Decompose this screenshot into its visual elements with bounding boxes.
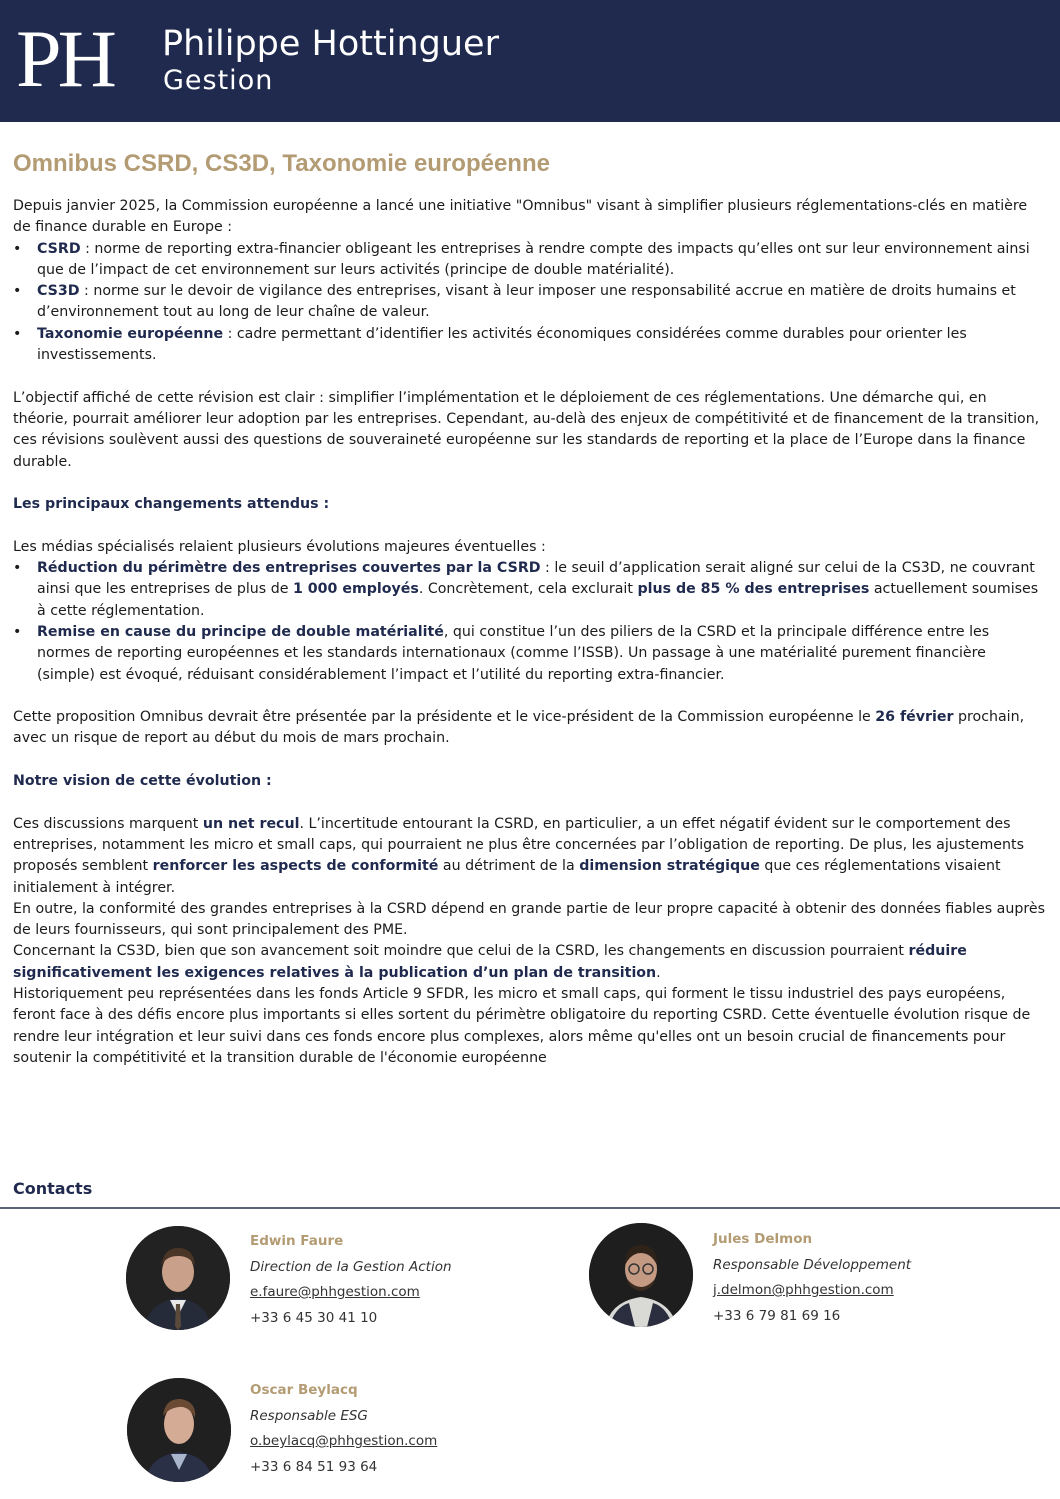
article-body [13, 196, 1045, 1069]
avatar [126, 1226, 230, 1330]
avatar [589, 1223, 693, 1327]
change-text: actuellement soumises à cette réglementation. [37, 581, 1039, 619]
highlight: un net recul [202, 815, 300, 832]
changes-intro: Les médias spécialisés relaient plusieurs évolutions majeures éventuelles : [13, 538, 546, 555]
contact-card-edwin [250, 1229, 452, 1331]
highlight: 1 000 employés [292, 581, 419, 598]
page-title: Omnibus CSRD, CS3D, Taxonomie européenne [13, 150, 550, 177]
brand-subtitle: Gestion [163, 65, 274, 96]
contacts-divider [0, 1207, 1060, 1209]
contact-name: Oscar Beylacq [250, 1382, 358, 1398]
term-description: : norme sur le devoir de vigilance des entreprises, visant à leur imposer une responsabilité accrue en matière de droits humains et d’environnement tout au long de leur chaîne de valeur. [37, 283, 1016, 321]
change-term: Réduction du périmètre des entreprises couvertes par la CSRD [37, 560, 541, 577]
highlight: réduire significativement les exigences relatives à la publication d’un plan de transition [13, 943, 967, 981]
list-item [13, 558, 1045, 622]
vision-text: . L’incertitude entourant la CSRD, en particulier, a un effet négatif évident sur le comportement des entreprises, notamment les micro et small caps, qui pourraient ne plus être concernées par l’obligation de reporting. De plus, les ajustements proposés semblent [13, 815, 1024, 875]
contacts-heading: Contacts [13, 1179, 93, 1198]
list-item [13, 239, 1045, 282]
contact-email-link[interactable]: j.delmon@phhgestion.com [713, 1282, 894, 1298]
vision-paragraph-2: En outre, la conformité des grandes entreprises à la CSRD dépend en grande partie de leur propre capacité à obtenir des données fiables auprès de leurs fournisseurs, qui sont principalement des PME. [13, 900, 1045, 939]
contact-email-link[interactable]: o.beylacq@phhgestion.com [250, 1433, 438, 1449]
term-label: CS3D [37, 283, 80, 300]
date-paragraph [13, 707, 1045, 750]
vision-text: Ces discussions marquent [13, 815, 203, 832]
contact-role: Direction de la Gestion Action [250, 1258, 452, 1275]
change-text: . Concrètement, cela exclurait [418, 581, 638, 598]
contact-card-oscar [250, 1378, 437, 1480]
change-text: : le seuil d’application serait aligné sur celui de la CS3D, ne couvrant ainsi que les entreprises de plus de [37, 560, 1035, 598]
vision-text: Concernant la CS3D, bien que son avancement soit moindre que celui de la CSRD, les changements en discussion pourraient [13, 943, 909, 960]
vision-paragraph-4: Historiquement peu représentées dans les fonds Article 9 SFDR, les micro et small caps, qui forment le tissu industriel des pays européens, feront face à des défis encore plus importants si elles sortent du périmètre obligatoire du reporting CSRD. Cette éventuelle évolution risque de rendre leur intégration et leur suivi dans ces fonds encore plus complexes, alors même qu'elles ont un besoin crucial de financements pour soutenir la compétitivité et la transition durable de l'économie européenne [13, 985, 1031, 1066]
contact-name: Jules Delmon [713, 1231, 813, 1247]
list-item [13, 324, 1045, 367]
highlight: dimension stratégique [579, 858, 760, 875]
contact-phone: +33 6 79 81 69 16 [713, 1307, 841, 1324]
term-description: : cadre permettant d’identifier les activités économiques considérées comme durables pour orienter les investissements. [37, 325, 967, 364]
vision-paragraph-1 [13, 814, 1045, 899]
contact-card-jules [713, 1227, 911, 1329]
changes-list [13, 558, 1045, 686]
contact-email-link[interactable]: e.faure@phhgestion.com [250, 1284, 420, 1300]
contact-name: Edwin Faure [250, 1233, 344, 1249]
highlight: renforcer les aspects de conformité [152, 858, 439, 875]
date-text: prochain, avec un risque de report au début du mois de mars prochain. [13, 709, 1025, 747]
term-description: : norme de reporting extra-financier obligeant les entreprises à rendre compte des impacts qu’elles ont sur leur environnement ainsi que de l’impact de cet environnement sur leurs activités (principe de double matérialité). [37, 240, 1030, 278]
vision-text: . [656, 964, 661, 981]
highlight: plus de 85 % des entreprises [637, 581, 870, 598]
change-term: Remise en cause du principe de double matérialité [37, 623, 444, 640]
brand-name: Philippe Hottinguer [162, 24, 499, 64]
regulation-list [13, 239, 1045, 367]
person-photo-icon [589, 1223, 693, 1327]
date-text: Cette proposition Omnibus devrait être présentée par la présidente et le vice-président de la Commission européenne le [13, 709, 876, 726]
vision-paragraph-3 [13, 941, 1045, 984]
term-label: Taxonomie européenne [37, 325, 224, 342]
intro-paragraph: Depuis janvier 2025, la Commission européenne a lancé une initiative "Omnibus" visant à simplifier plusieurs réglementations-clés en matière de finance durable en Europe : [13, 198, 1028, 236]
term-label: CSRD [37, 240, 81, 257]
header-banner [0, 0, 1060, 122]
person-photo-icon [126, 1226, 230, 1330]
person-photo-icon [127, 1378, 231, 1482]
date-highlight: 26 février [875, 709, 954, 726]
contact-phone: +33 6 45 30 41 10 [250, 1309, 378, 1326]
objective-paragraph: L’objectif affiché de cette révision est clair : simplifier l’implémentation et le déploiement de ces réglementations. Une démarche qui, en théorie, pourrait améliorer leur adoption par les entreprises. Cependant, au-delà des enjeux de compétitivité et de financement de la transition, ces révisions soulèvent aussi des questions de souveraineté européenne sur les standards de reporting et la place de l’Europe dans la finance durable. [13, 389, 1040, 470]
list-item [13, 622, 1045, 686]
change-text: , qui constitue l’un des piliers de la CSRD et la principale différence entre les normes de reporting européennes et les standards internationaux (comme l’ISSB). Un passage à une matérialité purement financière (simple) est évoqué, réduisant considérablement l’impact et l’utilité du reporting extra-financier. [37, 623, 990, 683]
vision-heading: Notre vision de cette évolution : [13, 773, 272, 790]
vision-text: que ces réglementations visaient initialement à intégrer. [13, 858, 1001, 896]
avatar [127, 1378, 231, 1482]
list-item [13, 281, 1045, 324]
contact-role: Responsable ESG [250, 1407, 368, 1424]
logo-mark: PH [16, 13, 113, 104]
vision-text: au détriment de la [438, 858, 580, 875]
changes-heading: Les principaux changements attendus : [13, 496, 330, 513]
contact-role: Responsable Développement [713, 1256, 912, 1273]
contact-phone: +33 6 84 51 93 64 [250, 1458, 378, 1475]
